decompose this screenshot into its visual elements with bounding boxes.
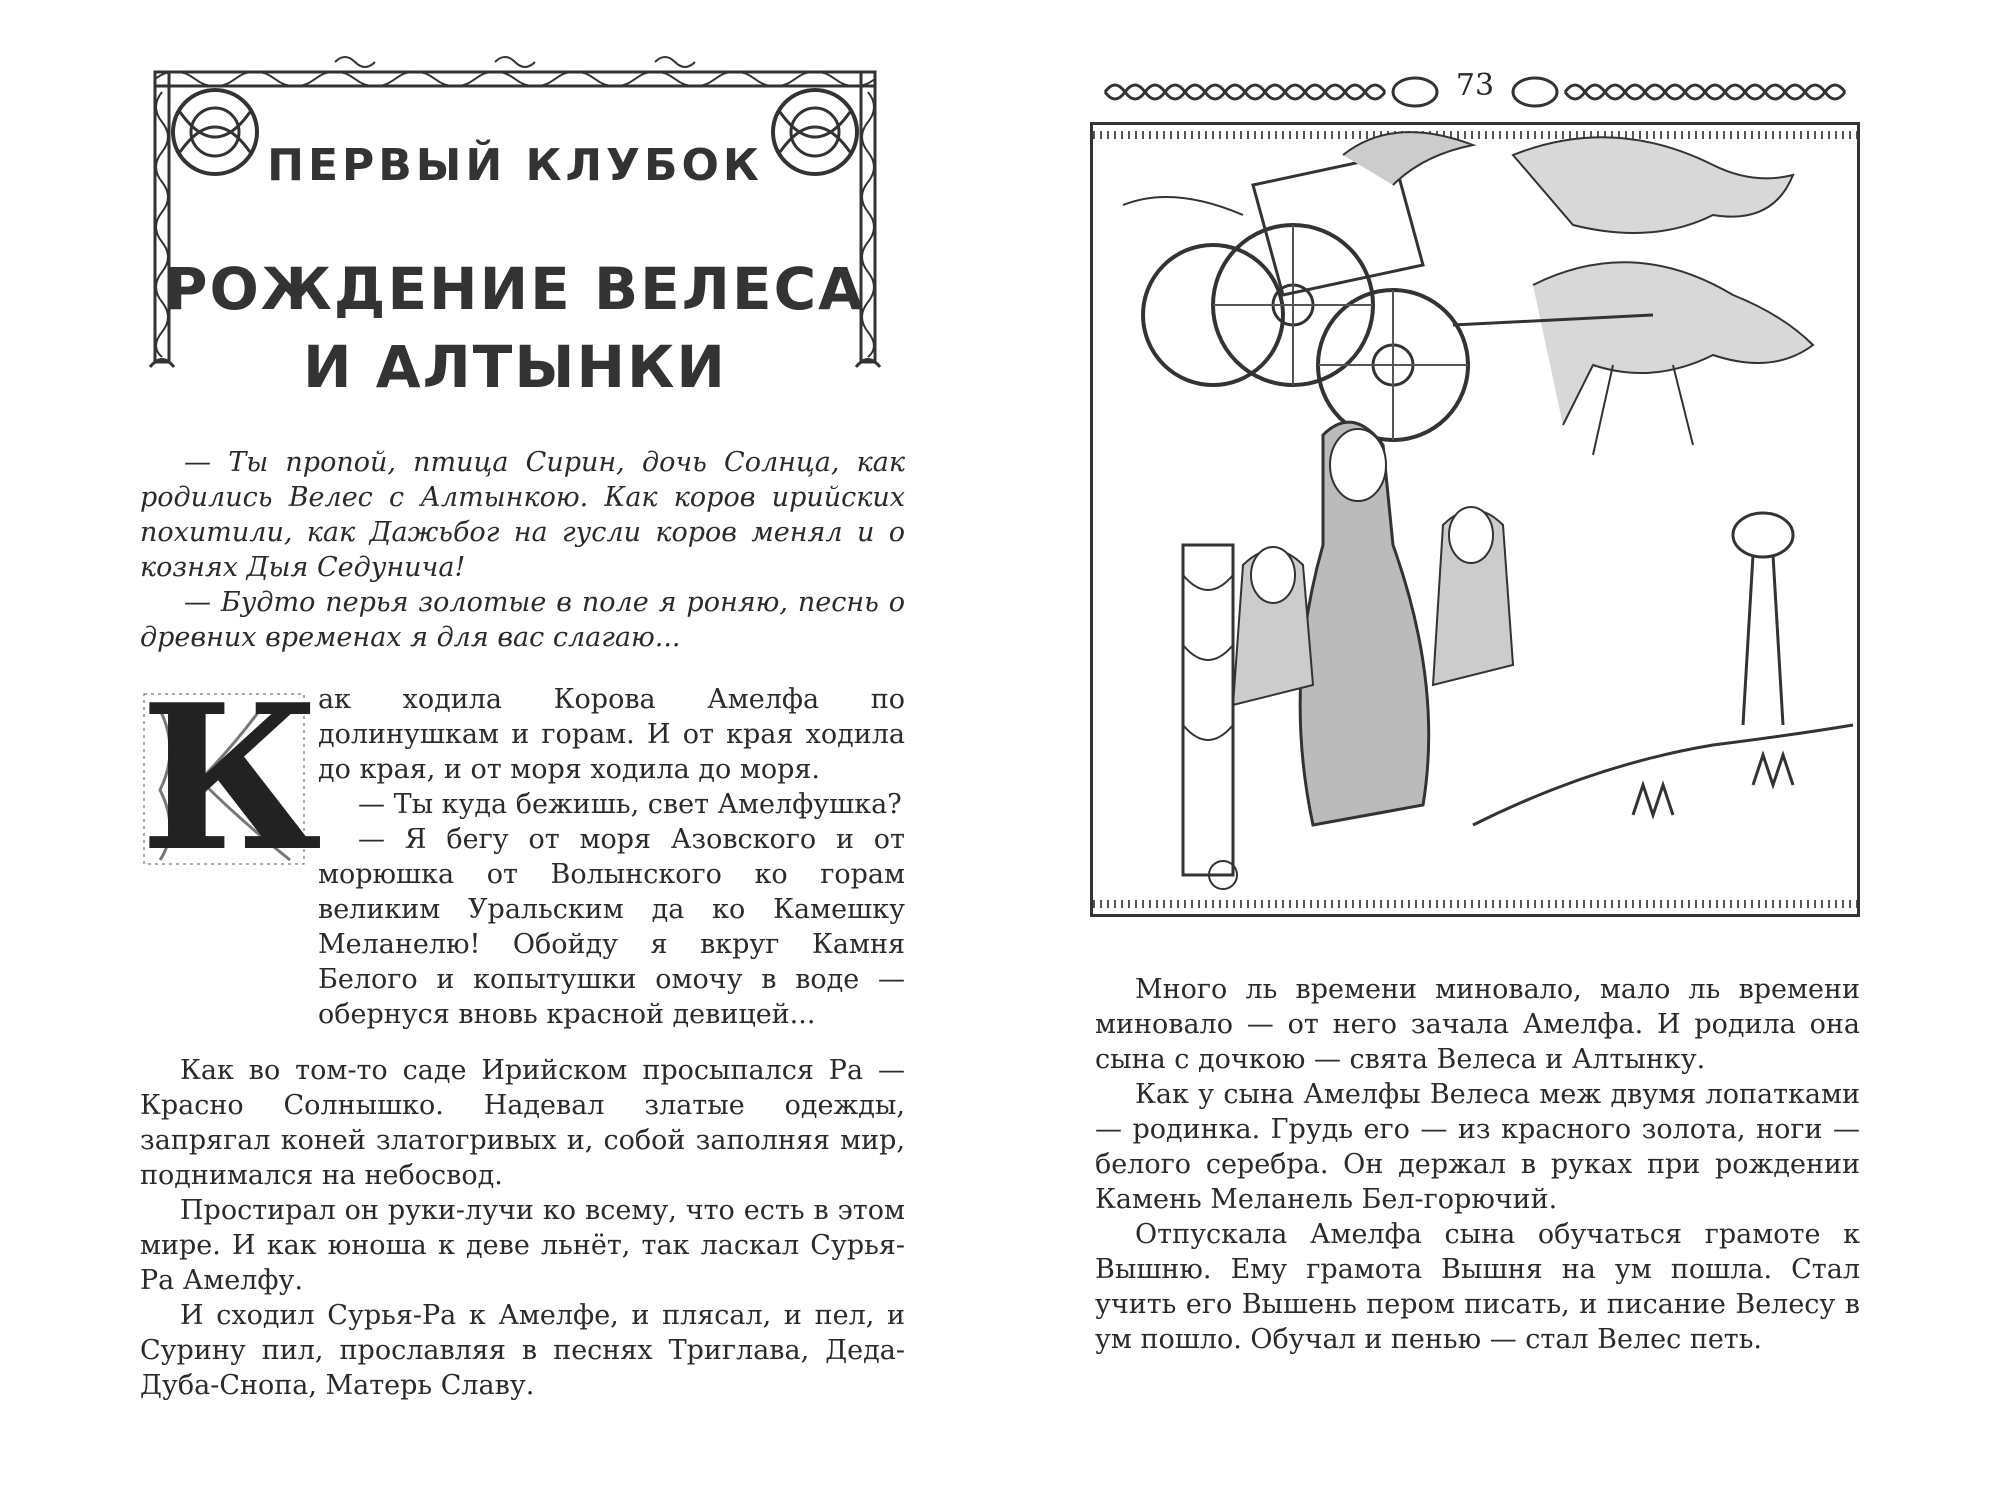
illustration [1090,122,1860,917]
paragraph: Много ль времени миновало, мало ль времени миновало — от него зачала Амелфа. И родила она сына с дочкою — свята Велеса и Алтынку. [1095,974,1860,1075]
left-page [0,0,980,1486]
chapter-label: ПЕРВЫЙ КЛУБОК [267,140,763,191]
paragraph: Простирал он руки-лучи ко всему, что есть в этом мире. И как юноша к деве льнёт, так ласкал Сурья-Ра Амелфу. [140,1195,905,1296]
body-text-right [1095,972,1860,1357]
epigraph [140,445,905,655]
chapter-title [135,250,895,406]
title-line-2: И АЛТЫНКИ [303,333,727,401]
paragraph: — Ты куда бежишь, свет Амелфушка? [358,789,902,820]
body-text [140,1053,905,1403]
opening-paragraph [140,661,905,1032]
drop-cap-letter: К [140,661,322,896]
paragraph: — Я бегу от моря Азовского и от морюшка от Волынского ко горам великим Уральским да ко Камешку Меланелю! Обойду я вкруг Камня Белого и копытушки омочу в воде — обернуся вновь красной девицей... [318,824,905,1030]
epigraph-line: — Ты пропой, птица Сирин, дочь Солнца, как родились Велес с Алтынкою. Как коров ирийских похитили, как Дажьбог на гусли коров менял и о кознях Дыя Седунича! [140,447,905,583]
paragraph: И сходил Сурья-Ра к Амелфе, и плясал, и пел, и Сурину пил, прославляя в песнях Триглава, Деда-Дуба-Снопа, Матерь Славу. [140,1300,905,1401]
epigraph-line: — Будто перья золотые в поле я роняю, песнь о древних временах я для вас слагаю... [140,587,905,653]
title-line-1: РОЖДЕНИЕ ВЕЛЕСА [164,255,866,323]
paragraph: ак ходила Корова Амелфа по долинушкам и горам. И от края ходила до края, и от моря ходила до моря. [318,684,905,785]
paragraph: Как во том-то саде Ирийском просыпался Ра — Красно Солнышко. Надевал златые одежды, запрягал коней златогривых и, собой заполняя мир, поднимался на небосвод. [140,1055,905,1191]
page-number: 73 [1455,68,1495,103]
paragraph: Как у сына Амелфы Велеса меж двумя лопатками — родинка. Грудь его — из красного золота, ноги — белого серебра. Он держал в руках при рождении Камень Меланель Бел-горючий. [1095,1079,1860,1215]
paragraph: Отпускала Амелфа сына обучаться грамоте к Вышню. Ему грамота Вышня на ум пошла. Стал учить его Вышень пером писать, и писание Велесу в ум пошло. Обучал и пенью — стал Велес петь. [1095,1219,1860,1355]
